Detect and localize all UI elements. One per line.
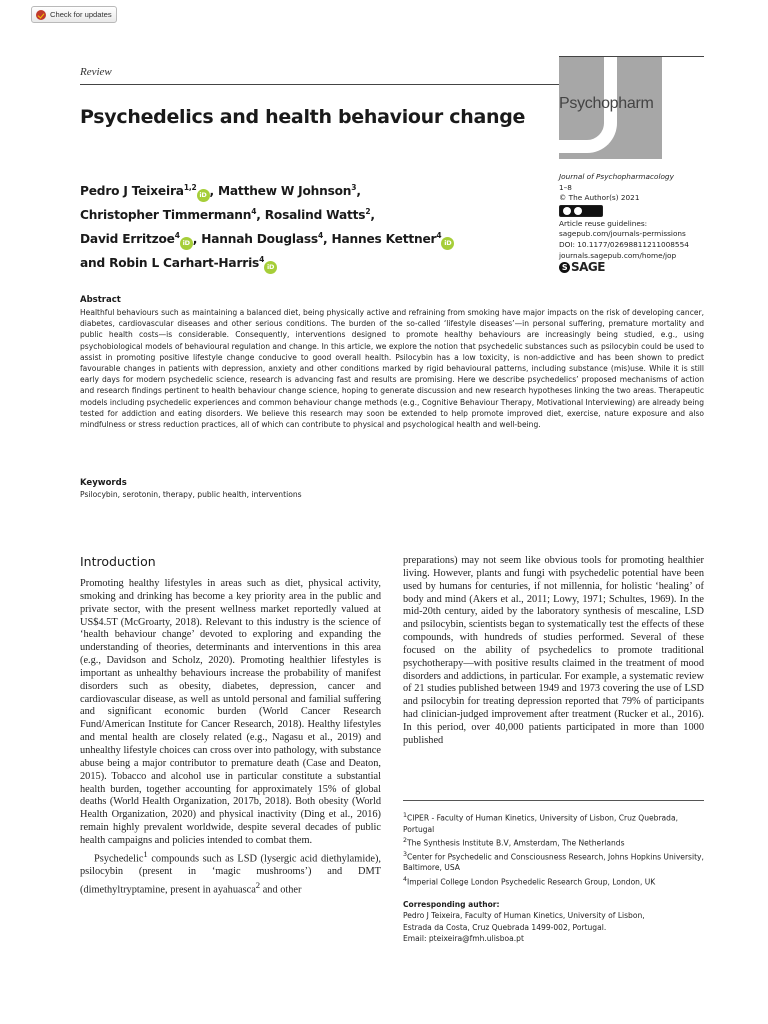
abstract-heading: Abstract — [80, 295, 121, 305]
author-list — [80, 178, 480, 274]
publisher-logo — [559, 262, 709, 273]
journal-name: Journal of Psychopharmacology — [559, 172, 674, 181]
reuse-label: Article reuse guidelines: — [559, 218, 648, 228]
check-updates-label: Check for updates — [50, 10, 112, 19]
author-name: Christopher Timmermann — [80, 208, 252, 223]
author-name: and Robin L Carhart-Harris — [80, 255, 260, 270]
keywords-heading: Keywords — [80, 478, 127, 488]
author-affiliation: 1,2 — [183, 183, 197, 192]
reuse-link[interactable]: sagepub.com/journals-permissions — [559, 229, 686, 239]
orcid-icon[interactable]: iD — [180, 237, 193, 250]
body-column-left — [80, 578, 381, 897]
footnote-divider — [403, 800, 704, 801]
author-separator: , — [256, 208, 265, 223]
corresponding-line: Pedro J Teixeira, Faculty of Human Kinetics, University of Lisbon, — [403, 911, 645, 921]
journal-logo — [559, 57, 662, 159]
author-separator: , — [209, 184, 218, 199]
sage-icon: S — [559, 262, 570, 273]
corresponding-line: Estrada da Costa, Cruz Quebrada 1499-002, Portugal. — [403, 922, 607, 932]
cc-license-icon[interactable] — [559, 205, 603, 217]
affiliation-text: CIPER - Faculty of Human Kinetics, University of Lisbon, Cruz Quebrada, Portugal — [403, 813, 678, 834]
affiliation-text: Center for Psychedelic and Consciousness Research, Johns Hopkins University, Baltimore, USA — [403, 852, 704, 873]
affiliation-item — [403, 874, 708, 888]
author-separator: , — [370, 208, 375, 223]
affiliation-number: 2 — [403, 836, 407, 844]
abstract-text: Healthful behaviours such as maintaining a balanced diet, being physically active and refraining from smoking have major impacts on the risk of developing cancer, diabetes, cardiovascular diseases and other serious conditions. The burden of the so-called ‘lifestyle diseases’—in personal suffering, premature mortality and public health costs—is considerable. Consequently, interventions designed to promote healthy behaviours are increasingly being studied, e.g., using psychobiological models of behavioural regulation and change. In this article, we explore the notion that psychedelic substances such as psilocybin could be used to assist in promoting positive lifestyle change conducive to good overall health. Psilocybin has a low toxicity, is non-addictive and has been shown to predict favourable changes in patients with depression, anxiety and other conditions marked by rigid behavioural patterns, including substance (mis)use. While it is still early days for modern psychedelic science, research is advancing fast and results are promising. Here we describe psychedelics’ proposed mechanisms of action and research findings pertinent to health behaviour change science, hoping to generate discussion and new research hypotheses linking the two areas. Therapeutic models including psychedelic experiences and common behaviour change methods (e.g., Cognitive Behaviour Therapy, Motivational Interviewing) are already being tested for addiction and eating disorders. We believe this research may soon be extended to help promote improved diet, exercise, nature exposure and also mindfulness or stress reduction practices, all of which can contribute to physical and psychological health and well-being. — [80, 308, 704, 430]
copyright: © The Author(s) 2021 — [559, 193, 640, 203]
affiliation-number: 1 — [403, 812, 407, 819]
publisher-name: SAGE — [571, 260, 605, 275]
corresponding-email[interactable]: Email: pteixeira@fmh.ulisboa.pt — [403, 933, 524, 943]
author-name: Rosalind Watts — [264, 208, 366, 223]
corresponding-author — [403, 899, 708, 944]
author-affiliation: 3 — [351, 183, 357, 192]
orcid-icon[interactable]: iD — [441, 237, 454, 250]
paragraph: preparations) may not seem like obvious tools for promoting healthier living. However, plants and fungi with psychedelic potential have been used by humans for centuries, if not millennia, for holistic ‘healing’ of body and mind (Akers et al., 2011; Lowy, 1971; Schultes, 1969). In the mid-20th century, aided by the laboratory synthesis of mescaline, LSD and psilocybin, scientists began to systematically test the effects of these compounds, with hundreds of studies performed. Several of these focused on the ability of psychedelics to promote traditional psychotherapy—with positive results claimed in the treatment of mood disorders and addictions, in particular. For example, a systematic review of 21 studies published between 1949 and 1973 covering the use of LSD and psilocybin for treating depression reported that 79% of participants had clinician-judged improvement after treatment (Rucker et al., 2016). In this period, over 40,000 patients participated in more than 1000 published — [403, 555, 704, 746]
corresponding-heading: Corresponding author: — [403, 900, 500, 909]
keywords-text: Psilocybin, serotonin, therapy, public health, interventions — [80, 490, 302, 499]
author-affiliation: 4 — [174, 230, 180, 240]
author-affiliation: 4 — [251, 207, 257, 217]
page-range: 1–8 — [559, 182, 572, 192]
check-updates-icon — [36, 10, 46, 20]
author-name: Pedro J Teixeira — [80, 184, 184, 199]
orcid-icon[interactable]: iD — [197, 189, 210, 202]
doi[interactable]: DOI: 10.1177/02698811211008554 — [559, 239, 689, 249]
paragraph: Promoting healthy lifestyles in areas such as diet, physical activity, smoking and drinking has become a key priority area in the public and private sector, with the present wellness market reportedly valued at US$4.5T (McGroarty, 2018). Relevant to this industry is the science of ‘health behaviour change’ devoted to exploring and expanding the understanding of theories, determinants and interventions in this area (e.g., Davidson and Scholz, 2020). Promoting healthier lifestyles is important as unhealthy behaviours increase the probability of manifest disorders such as obesity, diabetes, depression, cancer and cardiovascular disease, as well as untold personal and familial suffering and significant economic burden (World Cancer Research Fund/American Institute for Cancer Research, 2018). Healthy lifestyles and mental health are closely related (e.g., Nagasu et al., 2019) and unhealthy lifestyle choices can cross over into pathology, with substance abuse being a major contributor to premature death (Case and Deaton, 2015). Tobacco and alcohol use in particular constitute a substantial health burden, together accounting for approximately 15% of global deaths (World Health Organization, 2017b, 2018). Both obesity (World Health Organization, 2020) and physical inactivity (Ding et al., 2016) remain highly prevalent worldwide, despite several decades of public health campaigns and policies intended to combat them. — [80, 578, 381, 846]
check-for-updates-button[interactable] — [31, 6, 117, 23]
journal-link[interactable]: journals.sagepub.com/home/jop — [559, 250, 677, 260]
journal-logo-j-tail — [559, 127, 579, 153]
affiliation-item — [403, 849, 708, 874]
author-name: Hannes Kettner — [331, 231, 437, 246]
author-name: Matthew W Johnson — [217, 184, 352, 199]
header-divider — [80, 84, 559, 85]
affiliation-item — [403, 835, 708, 849]
author-affiliation: 2 — [365, 207, 371, 217]
author-separator: , — [323, 231, 332, 246]
paragraph-text: and other — [260, 884, 302, 896]
footnote-ref[interactable]: 2 — [255, 879, 261, 890]
author-affiliation: 4 — [436, 230, 442, 240]
affiliation-item — [403, 810, 708, 835]
footnote-ref[interactable]: 1 — [143, 848, 148, 859]
body-column-right — [403, 555, 704, 748]
author-separator: , — [356, 184, 361, 199]
journal-info — [559, 172, 709, 273]
author-separator: , — [192, 231, 202, 246]
paragraph-text: compounds such as LSD (lysergic acid diethylamide), psilocybin (present in ‘magic mushrooms’) and DMT (dimethyltryptamine, present in ayahuasca — [80, 853, 381, 896]
author-name: Hannah Douglass — [201, 231, 318, 246]
journal-logo-text: Psychopharm — [559, 95, 654, 112]
affiliations — [403, 810, 708, 887]
affiliation-number: 4 — [403, 875, 407, 883]
paper-title: Psychedelics and health behaviour change — [80, 106, 526, 128]
author-affiliation: 4 — [317, 230, 323, 240]
affiliation-text: Imperial College London Psychedelic Research Group, London, UK — [407, 877, 656, 887]
orcid-icon[interactable]: iD — [264, 261, 277, 274]
affiliation-number: 3 — [403, 850, 407, 858]
introduction-heading: Introduction — [80, 554, 156, 569]
affiliation-text: The Synthesis Institute B.V, Amsterdam, The Netherlands — [407, 838, 625, 848]
paragraph-text: Psychedelic — [94, 853, 144, 865]
section-label: Review — [80, 66, 112, 78]
author-affiliation: 4 — [259, 254, 265, 264]
paragraph — [80, 848, 381, 897]
author-name: David Erritzoe — [80, 231, 175, 246]
